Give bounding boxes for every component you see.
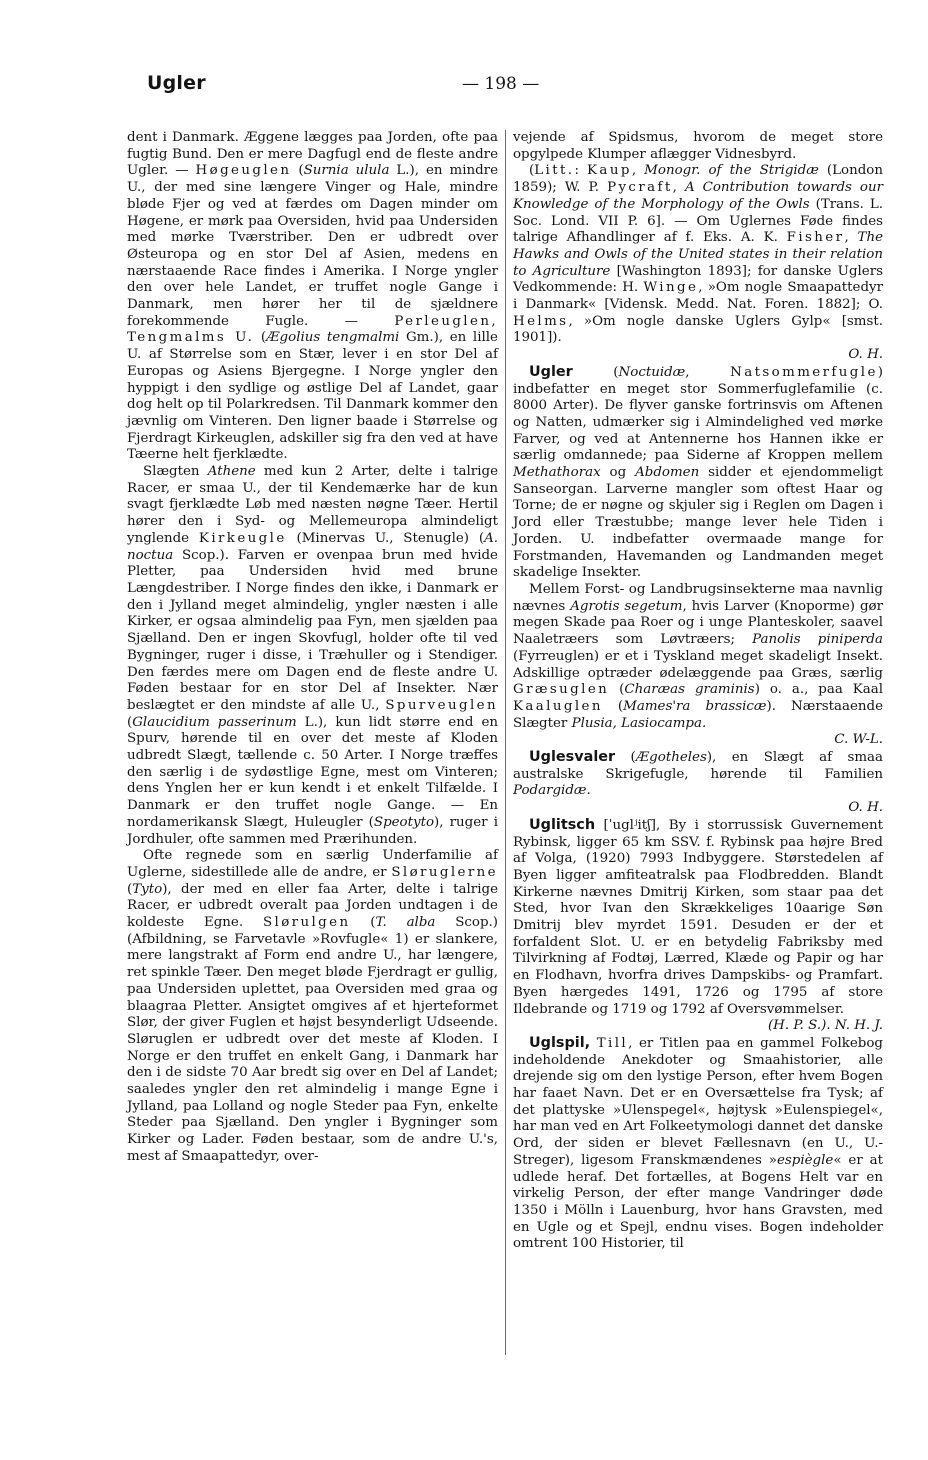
entry-uglesvaler: Uglesvaler (Ægotheles), en Slægt af smaa australske Skrigefugle, hørende til Familien Podargidæ. O. H. <box>513 749 883 816</box>
page-number: — 198 — <box>462 74 540 94</box>
right-column <box>513 130 883 1253</box>
entry-term: Uglesvaler <box>529 749 616 766</box>
paragraph-continuation: vejende af Spidsmus, hvorom de meget store opgylpede Klumper aflægger Vidnesbyrd. <box>513 130 883 162</box>
entry-uglspil: Uglspil, Till, er Titlen paa en gammel Folkebog indeholdende Anekdoter og Smaahistorier, alle drejende sig om den lystige Person, efter hvem Bogen har faaet Navn. Det er en Oversættelse fra Tysk; af det plattyske »Ulenspegel«, højtysk »Eulenspiegel«, har man ved en Art Folkeetymologi dannet det danske Ord, der siden er blevet Fællesnavn (en U., U.-Streger), ligesom Franskmændenes »espiègle« er at udlede heraf. Det fortælles, at Bogens Helt var en virkelig Person, der efter mange Vandringer døde 1350 i Mölln i Lauenburg, hvor hans Gravsten, med en Ugle og et Spejl, endnu vises. Bogen indeholder omtrent 100 Historier, til <box>513 1034 883 1252</box>
signature: (H. P. S.). N. H. J. <box>767 1018 883 1034</box>
left-column <box>127 130 498 1166</box>
paragraph-forstinsekter: Mellem Forst- og Landbrugsinsekterne maa navnlig nævnes Agrotis segetum, hvis Larver (Knoporme) gør megen Skade paa Roer og i unge Planteskoler, saavel Naaletræers som Løvtræers; Panolis piniperda (Fyrreuglen) er et i Tyskland meget skadeligt Insekt. Adskillige optræder ødelæggende paa Græs, særlig Græsuglen (Charæas graminis) o. a., paa Kaal Kaaluglen (Mames'ra brassicæ). Nærstaaende Slægter Plusia, Lasiocampa. C. W-L. <box>513 581 884 748</box>
paragraph-athene: Slægten Athene med kun 2 Arter, delte i talrige Racer, er smaa U., der til Kendemærke har de kun svagt fjerklædte Løb med næsten nøgne Tæer. Hertil hører den i Syd- og Mellemeuropa almindeligt ynglende Kirkeugle (Minervas U., Stenugle) (A. noctua Scop.). Farven er ovenpaa brun med hvide Pletter, paa Undersiden hvid med brune Længdestriber. I Norge findes den ikke, i Danmark er den i Jylland meget almindelig, yngler næsten i alle Kirker, er ogsaa almindelig paa Fyn, men sjælden paa Sjælland. Den er ingen Skovfugl, holder ofte til ved Bygninger, ruger i disse, i Træhuller og i Stendiger. Den færdes mere om Dagen end de fleste andre U. Føden bestaar for en stor Del af Insekter. Nær beslægtet er den mindste af alle U., Spurveuglen (Glaucidium passerinum L.), kun lidt større end en Spurv, hørende til en over det meste af Kloden udbredt Slægt, tællende c. 50 Arter. I Norge træffes den særlig i de sydøstlige Egne, mest om Vinteren; dens Ynglen her er kun kendt i et enkelt Tilfælde. I Danmark er den truffet nogle Gange. — En nordamerikansk Slægt, Huleugler (Speotyto), ruger i Jordhuler, ofte sammen med Prærihunden. <box>127 464 498 847</box>
paragraph-sloruglerne: Ofte regnede som en særlig Underfamilie af Uglerne, sidestillede alle de andre, er Sløruglerne (Tyto), der med en eller faa Arter, delte i talrige Racer, er udbredt overalt paa Jorden undtagen i de koldeste Egne. Slørulgen (T. alba Scop.) (Afbildning, se Farvetavle »Rovfugle« 1) er slankere, mere langstrakt af Form end andre U., har længere, ret spinkle Tæer. Den meget bløde Fjerdragt er gullig, paa Undersiden uplettet, paa Oversiden med graa og blaagraa Pletter. Ansigtet omgives af et hjerteformet Slør, der giver Fuglen et højst besynderligt Udseende. Sløruglen er udbredt over det meste af Kloden. I Norge er den truffet en enkelt Gang, i Danmark har den i de sidste 70 Aar bredt sig over en Del af Landet; saaledes yngler den ret almindelig i mange Egne i Jylland, paa Lolland og nogle Steder paa Fyn, enkelte Steder paa Sjælland. Den yngler i Bygninger som Kirker og Lader. Føden bestaar, som de andre U.'s, mest af Smaapattedyr, over- <box>127 848 498 1164</box>
column-rule <box>505 130 506 1355</box>
signature: O. H. <box>848 347 883 363</box>
entry-term: Ugler <box>529 363 573 380</box>
running-headword: Ugler <box>147 72 206 94</box>
entry-term: Uglitsch <box>529 816 596 833</box>
entry-term: Uglspil, <box>529 1034 591 1051</box>
entry-uglitsch: Uglitsch [ˈuglʲitʃ], By i storrussisk Guvernement Rybinsk, ligger 65 km SSV. f. Rybinsk paa højre Bred af Volga, (1920) 7993 Indbyggere. Størstedelen af Byen ligger amfiteatralsk paa Flodbredden. Blandt Kirkerne nævnes Dmitrij Kirken, som staar paa det Sted, hvor Ivan den Skrækkeliges 10aarige Søn Dmitrij blev myrdet 1591. Desuden er der et forfaldent Slot. U. er en betydelig Fabriksby med Tilvirkning af Fodtøj, Lærred, Klæde og Papir og har en Flodhavn, hvorfra drives Dampskibs- og Pramfart. Byen hærgedes 1491, 1726 og 1795 af store Ildebrande og 1719 og 1792 af Oversvømmelser. (H. P. S.). N. H. J. <box>513 816 883 1034</box>
paragraph-literature: (Litt.: Kaup, Monogr. of the Strigidæ (London 1859); W. P. Pycraft, A Contribution towards our Knowledge of the Morphology of the Owls (Trans. L. Soc. Lond. VII P. 6]. — Om Uglernes Føde findes talrige Afhandlinger af f. Eks. A. K. Fisher, The Hawks and Owls of the United states in their relation to Agriculture [Washington 1893]; for danske Uglers Vedkommende: H. Winge, »Om nogle Smaapattedyr i Danmark« [Vidensk. Medd. Nat. Foren. 1882]; O. Helms, »Om nogle danske Uglers Gylp« [smst. 1901]). O. H. <box>513 163 883 363</box>
paragraph-hogeuglen: dent i Danmark. Æggene lægges paa Jorden, ofte paa fugtig Bund. Den er mere Dagfugl end de fleste andre Ugler. — Høgeuglen (Surnia ulula L.), en mindre U., der med sine længere Vinger og Hale, mindre bløde Fjer og ved at færdes om Dagen minder om Høgene, er mørk paa Oversiden, hvid paa Undersiden med mørke Tværstriber. Den er udbredt over Østeuropa og en stor Del af Asien, medens en nærstaaende Race findes i Amerika. I Norge yngler den over hele Landet, er truffet nogle Gange i Danmark, men hører her til de sjældnere forekommende Fugle. — Perleuglen, Tengmalms U. (Ægolius tengmalmi Gm.), en lille U. af Størrelse som en Stær, lever i en stor Del af Europas og Asiens Bjergegne. I Norge yngler den hyppigt i den sydlige og østlige Del af Landet, gaar dog helt op til Polarkredsen. Til Danmark kommer den jævnlig om Vinteren. Den ligner baade i Størrelse og Fjerdragt Kirkeuglen, adskiller sig fra den ved at have Tæerne helt fjerklædte. <box>127 130 498 463</box>
page-header <box>0 72 928 102</box>
entry-ugler-noctuidae: Ugler (Noctuidæ, Natsommerfugle) indbefatter en meget stor Sommerfuglefamilie (c. 8000 Arter). De flyver ganske fortrinsvis om Aftenen og Natten, udmærker sig i Almindelighed ved mørke Farver, og ved at Antennerne hos Hannen ikke er særlig omdannede; paa Siderne af Kroppen mellem Methathorax og Abdomen sidder et ejendommeligt Sanseorgan. Larverne mangler som oftest Haar og Torne; de er nøgne og skjuler sig i Reglen om Dagen i Jord eller Træstubbe; mange lever hele Tiden i Jorden. U. indbefatter overmaade mange for Forstmanden, Havemanden og Landmanden meget skadelige Insekter. <box>513 363 884 581</box>
signature: C. W-L. <box>834 732 883 748</box>
signature: O. H. <box>848 800 883 816</box>
